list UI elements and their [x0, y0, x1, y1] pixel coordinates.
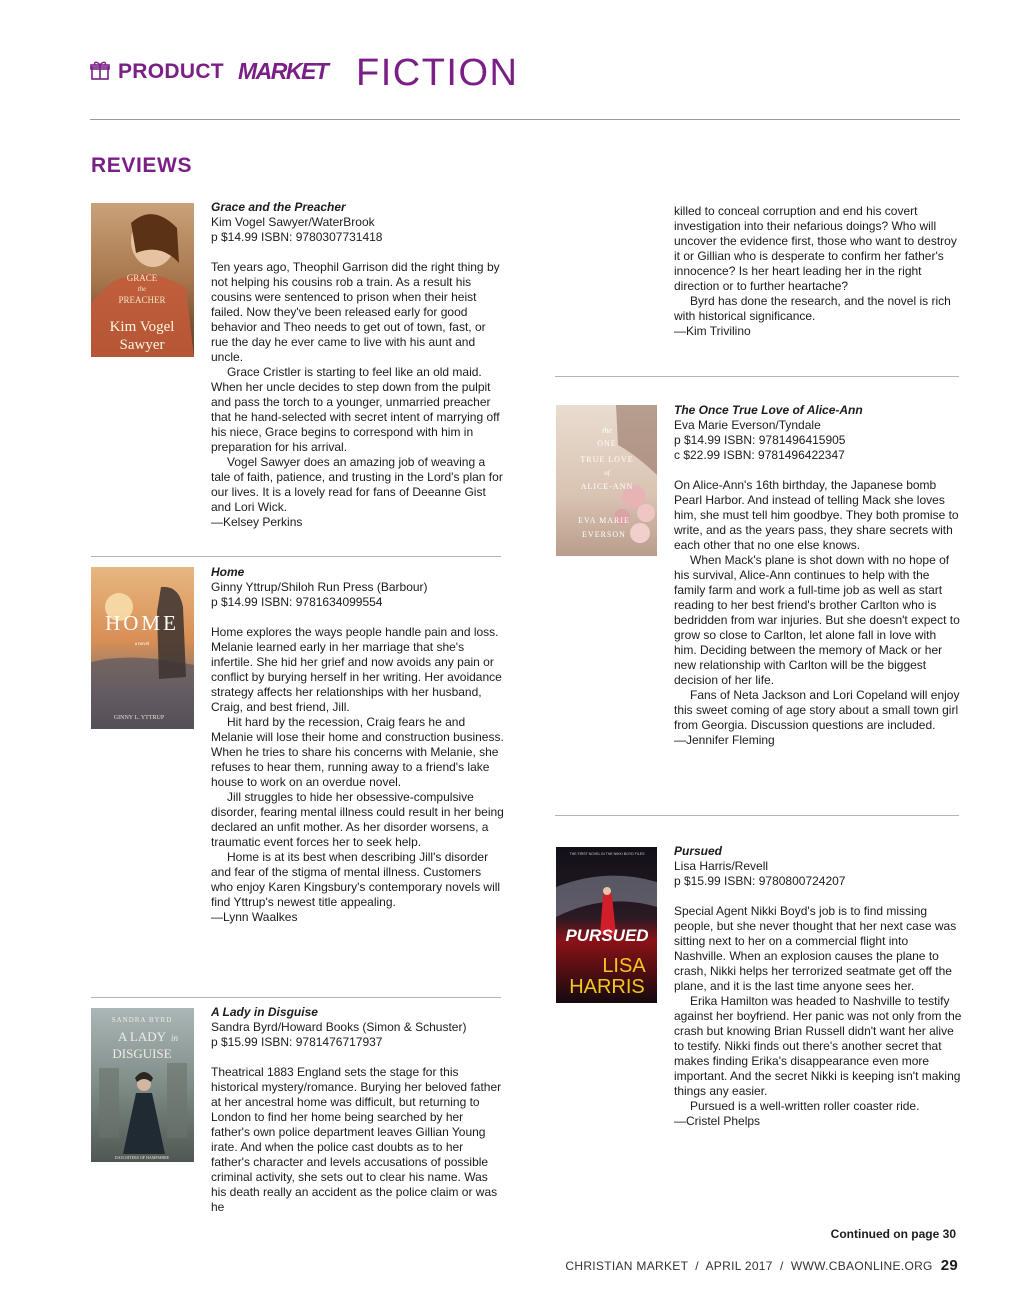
- continued-note: Continued on page 30: [830, 1227, 956, 1241]
- reviewer-name: —Lynn Waalkes: [211, 910, 298, 924]
- page-footer: [565, 1257, 958, 1274]
- book-title: The Once True Love of Alice-Ann: [674, 403, 863, 417]
- price-isbn: p $14.99 ISBN: 9781496415905: [674, 433, 846, 447]
- review-paragraph: Hit hard by the recession, Craig fears he and Melanie will lose their home and construction business. When he tries to share his concerns with Melanie, she refuses to hear them, running away to a friend's lake house to work on an overdue novel.: [211, 715, 504, 789]
- cover-lady-line2: in: [171, 1033, 179, 1043]
- reviews-heading: REVIEWS: [91, 154, 193, 177]
- cover-grace-line1: GRACE: [126, 273, 158, 283]
- reviewer-name: —Kelsey Perkins: [211, 515, 303, 529]
- reviewer-name: —Kim Trivilino: [674, 324, 751, 338]
- price-isbn: p $15.99 ISBN: 9780800724207: [674, 874, 846, 888]
- review-paragraph: Ten years ago, Theophil Garrison did the right thing by not helping his cousins rob a train. As a result his cousins were sentenced to prison when their heist failed. Now they've been released early for good behavior and Theo needs to get out of town, fast, or rue the day he ever came to live with his aunt and uncle.: [211, 260, 500, 364]
- brand-product: PRODUCT: [118, 60, 224, 83]
- footer-text: CHRISTIAN MARKET / APRIL 2017 / WWW.CBAONLINE.ORG: [565, 1259, 933, 1273]
- price-isbn: p $14.99 ISBN: 9780307731418: [211, 230, 383, 244]
- gift-icon: [90, 60, 110, 80]
- book-cover-the-once-true-love-of-alice-ann: [556, 405, 657, 556]
- cover-pursued-author2: HARRIS: [569, 976, 645, 998]
- review-the-once-true-love-of-alice-ann: [674, 403, 962, 748]
- review-paragraph: Byrd has done the research, and the novel is rich with historical significance.: [674, 294, 951, 323]
- reviewer-name: —Jennifer Fleming: [674, 733, 775, 747]
- review-home: [211, 565, 505, 925]
- author-publisher: Ginny Yttrup/Shiloh Run Press (Barbour): [211, 580, 428, 594]
- price-isbn: c $22.99 ISBN: 9781496422347: [674, 448, 845, 462]
- review-paragraph: On Alice-Ann's 16th birthday, the Japanese bomb Pearl Harbor. And instead of telling Mack she loves him, she must tell him goodbye. They both promise to write, and as the years pass, they share secrets with each other that no one else knows.: [674, 478, 959, 552]
- review-paragraph: Fans of Neta Jackson and Lori Copeland will enjoy this sweet coming of age story about a small town girl from Georgia. Discussion questions are included.: [674, 688, 960, 732]
- column-divider: [555, 815, 959, 816]
- header-divider: [90, 119, 960, 120]
- column-divider: [91, 556, 501, 557]
- cover-home-title: HOME: [105, 611, 179, 635]
- book-cover-a-lady-in-disguise: [91, 1008, 194, 1162]
- cover-grace-line3: PREACHER: [118, 295, 166, 305]
- cover-alice-line2: ONE: [597, 439, 617, 448]
- cover-alice-line4: of: [604, 469, 610, 477]
- cover-alice-line5: ALICE-ANN: [580, 482, 634, 491]
- cover-grace-line2: the: [137, 285, 147, 293]
- review-a-lady-in-disguise: [211, 1005, 505, 1215]
- review-paragraph: Erika Hamilton was headed to Nashville to testify against her boyfriend. Her panic was not only from the crash but knowing Brian Russell didn't want her alive to testify. Nikki finds out there's another secret that makes finding Erika's disappearance even more important. And the secret Nikki is keeping isn't making things any easier.: [674, 994, 962, 1098]
- reviewer-name: —Cristel Phelps: [674, 1114, 761, 1128]
- page-header: [90, 52, 960, 98]
- cover-pursued-author1: LISA: [602, 955, 646, 977]
- book-cover-grace-and-the-preacher: [91, 203, 194, 357]
- page-number: 29: [940, 1257, 958, 1274]
- section-title: FICTION: [356, 52, 519, 94]
- cover-grace-author2: Sawyer: [119, 337, 165, 353]
- cover-alice-line1: the: [602, 426, 612, 435]
- cover-home-author: GINNY L. YTTRUP: [113, 715, 165, 721]
- brand-market: MARKET: [238, 58, 328, 84]
- book-title: Pursued: [674, 844, 723, 858]
- cover-alice-author2: EVERSON: [582, 530, 626, 539]
- review-grace-and-the-preacher: [211, 200, 505, 530]
- author-publisher: Eva Marie Everson/Tyndale: [674, 418, 821, 432]
- author-publisher: Lisa Harris/Revell: [674, 859, 769, 873]
- book-cover-pursued: [556, 847, 657, 1003]
- review-paragraph: Home is at its best when describing Jill's disorder and fear of the stigma of mental illness. Customers who enjoy Karen Kingsbury's contemporary novels will find Yttrup's newest title appealing.: [211, 850, 501, 909]
- book-title: A Lady in Disguise: [211, 1005, 318, 1019]
- review-paragraph: Grace Cristler is starting to feel like an old maid. When her uncle decides to step down from the pulpit and pass the torch to a younger, unmarried preacher that he hand-selected with secret intent of marrying off his niece, Grace begins to correspond with him in preparation for his arrival.: [211, 365, 500, 454]
- review-paragraph: Pursued is a well-written roller coaster ride.: [690, 1099, 920, 1113]
- price-isbn: p $15.99 ISBN: 9781476717937: [211, 1035, 383, 1049]
- cover-pursued-top: THE FIRST NOVEL IN THE NIKKI BOYD FILES: [569, 852, 645, 856]
- cover-lady-tag: DAUGHTERS OF HAMPSHIRE: [114, 1155, 170, 1160]
- author-publisher: Kim Vogel Sawyer/WaterBrook: [211, 215, 375, 229]
- book-title: Home: [211, 565, 245, 579]
- review-paragraph: Theatrical 1883 England sets the stage for this historical mystery/romance. Burying her beloved father at her ancestral home was difficult, but returning to London to find her home being searched by her father's own police department leaves Gillian Young irate. And when the police cast doubts as to her father's character and levels accusations of possible criminal activity, she sets out to clear his name. Was his death really an accident as the police claim or was he: [211, 1065, 502, 1214]
- cover-alice-author1: EVA MARIE: [578, 516, 630, 525]
- cover-grace-author1: Kim Vogel: [109, 319, 175, 335]
- review-paragraph: Jill struggles to hide her obsessive-compulsive disorder, fearing mental illness could result in her being declared an unfit mother. As her disorder worsens, a traumatic event forces her to seek help.: [211, 790, 504, 849]
- cover-lady-author: SANDRA BYRD: [111, 1016, 173, 1024]
- cover-lady-line1: A LADY: [117, 1029, 167, 1044]
- book-title: Grace and the Preacher: [211, 200, 346, 214]
- review-paragraph: killed to conceal corruption and end his covert investigation into their nefarious doings? Who will uncover the evidence first, those who want to destroy it or Gillian who is desperate to confirm her father's innocence? Is her heart leading her in the right direction or to further heartache?: [674, 204, 957, 293]
- review-paragraph: When Mack's plane is shot down with no hope of his survival, Alice-Ann continues to help with the family farm and work a full-time job as well as start reading to her best friend's brother Carlton who is bedridden from war injuries. But she doesn't expect to grow so close to Carlton, let alone fall in love with him. Deciding between the memory of Mack or her new relationship with Carlton will be the biggest decision of her life.: [674, 553, 960, 687]
- review-paragraph: Vogel Sawyer does an amazing job of weaving a tale of faith, patience, and trusting in the Lord's plan for our lives. It is a lovely read for fans of Deeanne Gist and Lori Wick.: [211, 455, 503, 514]
- review-paragraph: Special Agent Nikki Boyd's job is to find missing people, but she never thought that her next case was sitting next to her on a commercial flight into Nashville. When an explosion causes the plane to crash, Nikki helps her terrorized seatmate get off the plane, and it is the last time anyone sees her.: [674, 904, 957, 993]
- review-pursued: [674, 844, 962, 1129]
- price-isbn: p $14.99 ISBN: 9781634099554: [211, 595, 383, 609]
- review-paragraph: Home explores the ways people handle pain and loss. Melanie learned early in her marriage that she's infertile. She hid her grief and now avoids any pain or conflict by burying herself in her writing. Her avoidance strategy affects her relationships with her husband, Craig, and best friend, Jill.: [211, 625, 502, 714]
- cover-home-sub: a novel: [134, 642, 150, 647]
- column-divider: [91, 997, 501, 998]
- cover-pursued-title: PURSUED: [565, 926, 649, 945]
- column-divider: [555, 376, 959, 377]
- review-a-lady-in-disguise-continued: [674, 204, 962, 339]
- book-cover-home: [91, 567, 194, 729]
- cover-lady-line3: DISGUISE: [112, 1046, 172, 1061]
- author-publisher: Sandra Byrd/Howard Books (Simon & Schuster): [211, 1020, 467, 1034]
- cover-alice-line3: TRUE LOVE: [580, 455, 634, 464]
